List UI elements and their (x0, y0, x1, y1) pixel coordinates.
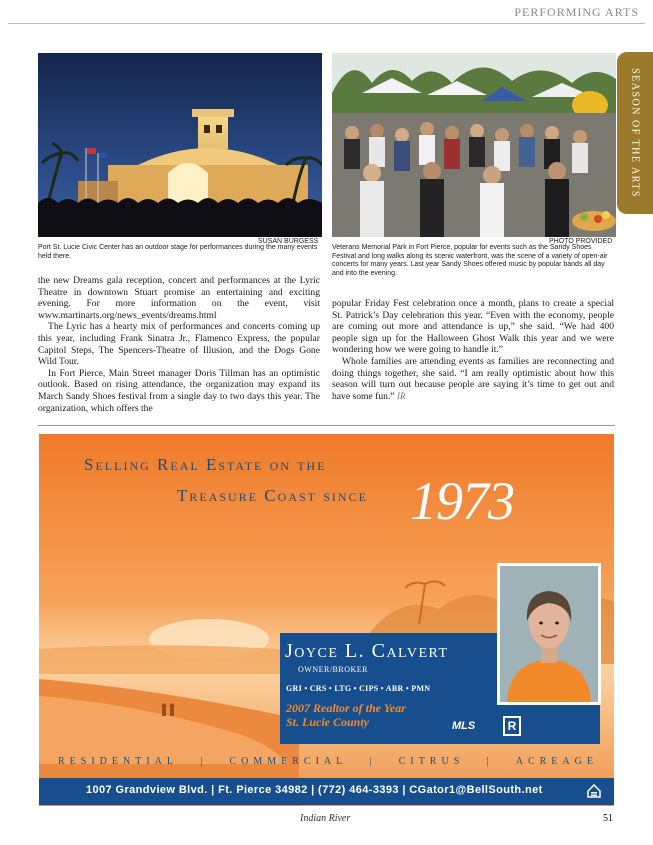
publication-logo: Indian River (300, 813, 351, 824)
ad-divider (38, 425, 615, 426)
article-right-column (332, 298, 614, 402)
agent-name: Joyce L. Calvert (285, 640, 449, 662)
award-line-1: 2007 Realtor of the Year (286, 701, 406, 715)
agent-credentials: GRI • CRS • LTG • CIPS • ABR • PMN (286, 684, 431, 693)
realtor-logo: R (503, 716, 521, 736)
category-separator: | (200, 756, 208, 767)
agent-portrait (497, 563, 601, 705)
article-paragraph: In Fort Pierce, Main Street manager Doris Tillman has an optimistic outlook. Based on rising attendance, the organization may expand its March Sandy Shoes festival from a single day to two days this year. The organization, which offers the (38, 367, 320, 414)
category-separator: | (369, 756, 377, 767)
award-line-2: St. Lucie County (286, 714, 370, 729)
category-commercial: COMMERCIAL (229, 756, 348, 767)
article-final-text: Whole families are attending events as families are reconnecting and doing things together, she said. “I am really optimistic about how this season will turn out because people are saying it’s time to get out and have some fun.” (332, 355, 614, 402)
ad-headline-line2: Treasure Coast since (177, 486, 368, 505)
civic-center-photo (38, 53, 322, 237)
end-mark: IR (397, 390, 406, 401)
header-rule (8, 23, 645, 24)
side-tab (617, 52, 653, 214)
category-residential: RESIDENTIAL (58, 756, 178, 767)
property-categories (58, 756, 598, 767)
equal-housing-icon (587, 783, 601, 797)
article-paragraph: popular Friday Fest celebration once a month, plans to create a special St. Patrick’s Day celebration this year. “Even with the economy, people are coming out more and attendance is up,” she said. “We had 400 people sign up for the Halloween Ghost Walk this year and we were wondering how we were going to handle it.” (332, 298, 614, 356)
right-photo-caption: Veterans Memorial Park in Fort Pierce, popular for events such as the Sandy Shoes Festival and long walks along its scenic waterfront, was the scene of a variety of open-air concerts for many years. Last year Sandy Shoes offered music by popular bands all day and into the evening. (332, 244, 608, 277)
festival-crowd-photo (332, 53, 616, 237)
article-left-column (38, 275, 320, 414)
page-number: 51 (603, 813, 613, 824)
ad-since-year: 1973 (410, 471, 514, 531)
agent-award (286, 702, 406, 729)
left-photo-credit: SUSAN BURGESS (258, 238, 319, 245)
section-label: PERFORMING ARTS (514, 5, 639, 19)
category-citrus: CITRUS (398, 756, 465, 767)
mls-logo: MLS (452, 720, 476, 732)
category-separator: | (486, 756, 494, 767)
agent-title: OWNER/BROKER (298, 665, 368, 674)
side-tab-label: SEASON OF THE ARTS (629, 68, 641, 198)
article-paragraph: the new Dreams gala reception, concert and performances at the Lyric Theatre in downtown Stuart promise an entertaining and exciting evening. For more information on the event, visit www.martinarts.org/news_events/dreams.html (38, 275, 320, 321)
left-photo-caption: Port St. Lucie Civic Center has an outdoor stage for performances during the many events held there. (38, 244, 318, 260)
contact-address: 1007 Grandview Blvd. | Ft. Pierce 34982 | (772) 464-3393 | CGator1@BellSouth.net (86, 784, 543, 796)
category-acreage: ACREAGE (515, 756, 598, 767)
article-paragraph: The Lyric has a hearty mix of performances and concerts coming up this year, including Frank Sinatra Jr., Flamenco Express, the popular Capitol Steps, The Spencers-Theatre of Illusion, and the Dogs Gone Wild Tour. (38, 321, 320, 368)
ad-headline-line1: Selling Real Estate on the (84, 455, 327, 474)
right-photo-credit: PHOTO PROVIDED (549, 238, 613, 245)
article-paragraph (332, 356, 614, 402)
